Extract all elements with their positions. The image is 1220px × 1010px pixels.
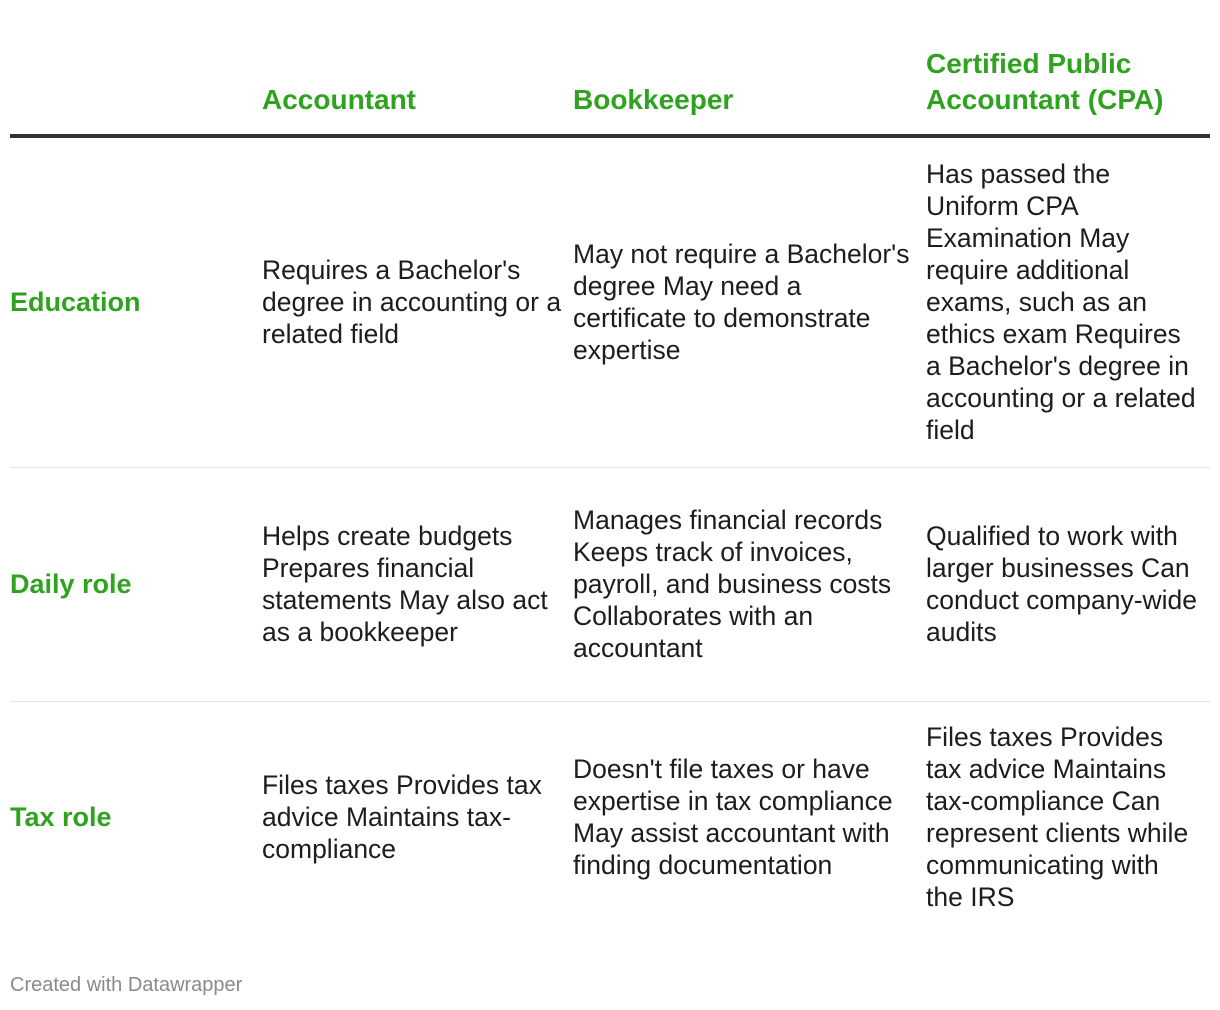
header-row bbox=[10, 0, 1210, 136]
column-header-blank bbox=[10, 0, 262, 136]
table-cell: May not require a Bachelor's degree May need a certificate to demonstrate expertise bbox=[573, 136, 926, 467]
table-row-education bbox=[10, 136, 1210, 467]
datawrapper-credit: Created with Datawrapper bbox=[10, 974, 243, 996]
row-label-education: Education bbox=[10, 136, 262, 467]
row-label-tax-role: Tax role bbox=[10, 802, 112, 833]
table-cell: Requires a Bachelor's degree in accounting or a related field bbox=[262, 136, 573, 467]
table-cell: Has passed the Uniform CPA Examination May require additional exams, such as an ethics exam Requires a Bachelor's degree in accounting or a related field bbox=[926, 136, 1210, 467]
column-header-bookkeeper: Bookkeeper bbox=[573, 0, 926, 136]
table-cell: Helps create budgets Prepares financial statements May also act as a bookkeeper bbox=[262, 467, 573, 701]
table-cell: Qualified to work with larger businesses Can conduct company-wide audits bbox=[926, 467, 1210, 701]
table-cell: Manages financial records Keeps track of invoices, payroll, and business costs Collaborates with an accountant bbox=[573, 467, 926, 701]
table-row-tax-role bbox=[10, 701, 1210, 933]
table-row-daily-role bbox=[10, 467, 1210, 701]
table-cell: Doesn't file taxes or have expertise in tax compliance May assist accountant with finding documentation bbox=[573, 754, 893, 881]
table-cell: Files taxes Provides tax advice Maintains tax-compliance bbox=[262, 770, 542, 865]
table-cell: Files taxes Provides tax advice Maintains tax-compliance Can represent clients while communicating with the IRS bbox=[926, 722, 1189, 913]
comparison-table bbox=[10, 0, 1210, 933]
column-header-accountant: Accountant bbox=[262, 0, 573, 136]
row-label-daily-role: Daily role bbox=[10, 467, 262, 701]
column-header-cpa: Certified Public Accountant (CPA) bbox=[926, 0, 1210, 136]
